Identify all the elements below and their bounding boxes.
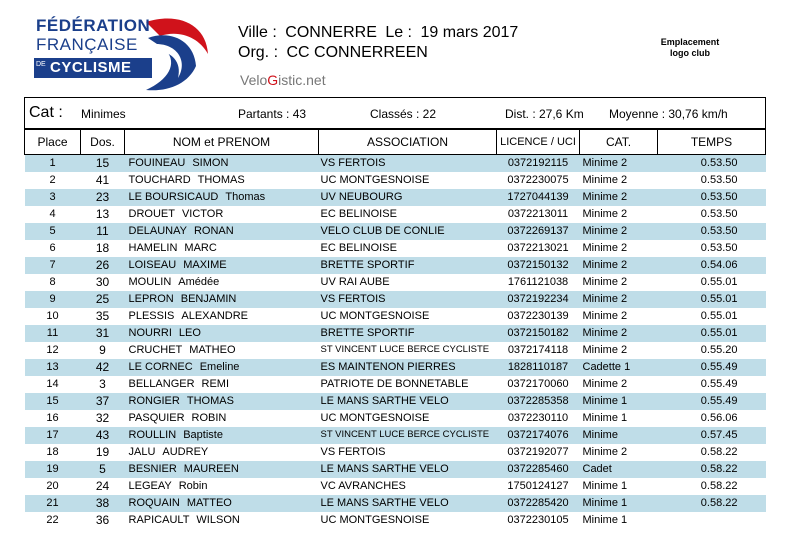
- logo-prefix: DE: [36, 61, 46, 68]
- col-dos: Dos.: [81, 130, 125, 155]
- cell-dos: 30: [95, 275, 110, 289]
- table-row: [25, 189, 766, 206]
- date-value: 19 mars 2017: [420, 24, 519, 41]
- cell-place: 17: [25, 427, 81, 444]
- cell-association: EC BELINOISE: [320, 208, 397, 220]
- cell-nom: LE CORNEC: [128, 361, 193, 373]
- cell-place: 16: [46, 412, 59, 424]
- cell-prenom: SIMON: [192, 157, 229, 170]
- cell-licence: 0372285420: [497, 495, 580, 512]
- cell-name: [125, 155, 319, 172]
- cell-association: ST VINCENT LUCE BERCE CYCLISTE: [319, 427, 497, 444]
- cell-cat: Minime 2: [582, 242, 628, 254]
- cell-licence: 0372174076: [497, 427, 580, 444]
- cell-name: [125, 427, 319, 444]
- cell-place: 20: [46, 480, 59, 492]
- cell-licence: 0372230110: [507, 412, 569, 424]
- cell-association: VELO CLUB DE CONLIE: [319, 223, 497, 240]
- cell-nom: RAPICAULT: [128, 514, 190, 526]
- cell-association: PATRIOTE DE BONNETABLE: [320, 378, 469, 390]
- table-row: [25, 444, 766, 461]
- table-row: [25, 223, 766, 240]
- cell-place: 10: [46, 310, 59, 322]
- cell-name: [125, 325, 319, 342]
- cell-nom: DELAUNAY: [128, 225, 187, 237]
- cell-cat: Minime 2: [580, 291, 658, 308]
- cell-place: 9: [25, 291, 81, 308]
- table-row: [25, 172, 766, 189]
- org-value: CC CONNERREEN: [286, 44, 428, 61]
- table-row: [25, 461, 766, 478]
- cell-dos: 37: [81, 393, 125, 410]
- date-label: Le :: [385, 24, 412, 41]
- table-row: [25, 308, 766, 325]
- cell-dos: 13: [95, 207, 110, 221]
- cell-nom: PLESSIS: [128, 310, 175, 322]
- cell-dos: 32: [95, 411, 110, 425]
- cell-place: 7: [25, 257, 81, 274]
- cell-temps: 0.55.49: [658, 359, 766, 376]
- distance: Dist. : 27,6 Km: [505, 107, 584, 121]
- cell-dos: 38: [81, 495, 125, 512]
- table-row: [25, 410, 766, 427]
- cell-prenom: THOMAS: [197, 174, 245, 186]
- cell-temps: 0.55.49: [700, 378, 738, 390]
- cell-name: [125, 444, 319, 461]
- cell-place: 14: [46, 378, 59, 390]
- cell-temps: 0.53.50: [700, 174, 738, 186]
- cell-name: [125, 206, 319, 223]
- cell-licence: 0372230075: [507, 174, 569, 186]
- cell-association: LE MANS SARTHE VELO: [319, 393, 497, 410]
- cell-dos: 42: [81, 359, 125, 376]
- cell-dos: 18: [95, 241, 110, 255]
- cell-name: [125, 410, 319, 427]
- cell-temps: 0.53.50: [658, 155, 766, 172]
- cell-prenom: Emeline: [199, 361, 240, 373]
- table-row: [25, 155, 766, 172]
- partants: Partants : 43: [238, 107, 307, 121]
- cell-place: 8: [49, 276, 56, 288]
- cell-licence: 0372269137: [497, 223, 580, 240]
- cell-cat: Minime 1: [580, 393, 658, 410]
- cell-prenom: MATTEO: [186, 497, 232, 509]
- cell-prenom: MAXIME: [183, 259, 227, 271]
- cell-licence: 0372192234: [497, 291, 580, 308]
- cell-nom: BESNIER: [128, 463, 177, 475]
- cell-dos: 3: [99, 377, 106, 391]
- cell-temps: 0.53.50: [700, 242, 738, 254]
- cell-dos: 31: [81, 325, 125, 342]
- cell-cat: Cadet: [580, 461, 658, 478]
- cell-association: UV NEUBOURG: [319, 189, 497, 206]
- cell-temps: 0.55.01: [700, 276, 738, 288]
- cell-temps: 0.53.50: [658, 189, 766, 206]
- cell-name: [125, 478, 319, 495]
- cell-name: [125, 461, 319, 478]
- cell-licence: 1727044139: [497, 189, 580, 206]
- cell-association: EC BELINOISE: [320, 242, 397, 254]
- col-place: Place: [25, 130, 81, 155]
- cell-nom: NOURRI: [128, 327, 172, 339]
- cell-nom: ROULLIN: [128, 429, 177, 441]
- col-name: NOM et PRENOM: [125, 130, 319, 155]
- cell-licence: 0372213011: [507, 208, 569, 220]
- cell-temps: [658, 512, 766, 529]
- cell-prenom: WILSON: [196, 514, 240, 526]
- cell-cat: Minime 2: [582, 446, 628, 458]
- logo-line1: FÉDÉRATION: [36, 16, 151, 35]
- cell-licence: 1750124127: [507, 480, 569, 492]
- table-row: [25, 240, 766, 257]
- cell-name: [125, 257, 319, 274]
- cell-temps: 0.55.20: [700, 344, 738, 356]
- table-row: [25, 274, 766, 291]
- logo-line2: FRANÇAISE: [36, 35, 138, 54]
- cell-prenom: REMI: [201, 378, 230, 390]
- header-ville-line: [238, 24, 522, 42]
- cell-place: 2: [49, 174, 56, 186]
- cell-cat: Minime 2: [580, 189, 658, 206]
- cell-temps: 0.57.45: [658, 427, 766, 444]
- cell-prenom: RONAN: [193, 225, 234, 237]
- cell-dos: 11: [81, 223, 125, 240]
- table-row: [25, 342, 766, 359]
- cell-licence: 0372192115: [497, 155, 580, 172]
- cell-prenom: AUDREY: [162, 446, 209, 458]
- cell-licence: 1761121038: [507, 276, 569, 288]
- cell-prenom: THOMAS: [186, 395, 234, 407]
- cell-prenom: MAUREEN: [183, 463, 239, 475]
- table-row: [25, 325, 766, 342]
- cell-nom: LEPRON: [128, 293, 174, 305]
- cell-licence: 0372192077: [507, 446, 569, 458]
- cell-temps: 0.58.22: [658, 495, 766, 512]
- cell-place: 21: [25, 495, 81, 512]
- cell-licence: 1828110187: [497, 359, 580, 376]
- cell-place: 5: [25, 223, 81, 240]
- classes: Classés : 22: [370, 107, 437, 121]
- table-row: [25, 495, 766, 512]
- ffc-logo: [28, 14, 213, 92]
- cell-cat: Minime 2: [582, 276, 628, 288]
- cell-dos: 9: [99, 343, 106, 357]
- cell-licence: 0372170060: [507, 378, 569, 390]
- cell-temps: 0.58.22: [700, 446, 738, 458]
- cell-dos: 36: [95, 513, 110, 527]
- col-licence: LICENCE / UCI: [497, 130, 580, 155]
- cell-name: [125, 291, 319, 308]
- cell-cat: Cadette 1: [580, 359, 658, 376]
- cell-cat: Minime 2: [582, 174, 628, 186]
- cell-nom: MOULIN: [128, 276, 172, 288]
- cell-prenom: LEO: [178, 327, 201, 339]
- cell-dos: 15: [81, 155, 125, 172]
- cell-cat: Minime 1: [580, 495, 658, 512]
- cell-place: 15: [25, 393, 81, 410]
- cell-association: VC AVRANCHES: [320, 480, 406, 492]
- cell-place: 4: [49, 208, 56, 220]
- cell-temps: 0.55.01: [700, 310, 738, 322]
- logo-band: [34, 58, 152, 78]
- cell-dos: 19: [95, 445, 110, 459]
- cell-licence: 0372230105: [507, 514, 569, 526]
- cell-cat: Minime 1: [582, 514, 628, 526]
- cat-label: Cat :: [29, 104, 63, 121]
- cell-nom: HAMELIN: [128, 242, 178, 254]
- cell-name: [125, 240, 319, 257]
- cell-licence: 0372213021: [507, 242, 569, 254]
- cell-dos: 41: [95, 173, 110, 187]
- org-label: Org. :: [238, 44, 279, 61]
- ville-value: CONNERRE: [285, 24, 377, 41]
- cell-cat: Minime 2: [582, 208, 628, 220]
- results-table: [24, 129, 766, 529]
- cell-cat: Minime 2: [582, 378, 628, 390]
- cell-name: [125, 393, 319, 410]
- club-logo-placeholder: Emplacement logo club: [660, 37, 720, 58]
- cell-prenom: BENJAMIN: [180, 293, 237, 305]
- cell-prenom: MARC: [184, 242, 217, 254]
- cell-association: VS FERTOIS: [319, 291, 497, 308]
- cell-place: 12: [46, 344, 59, 356]
- cell-prenom: Robin: [178, 480, 208, 492]
- cell-name: [125, 223, 319, 240]
- cell-prenom: Amédée: [178, 276, 220, 288]
- velogistic-brand: VeloGistic.net: [240, 72, 326, 88]
- cell-dos: 25: [81, 291, 125, 308]
- table-row: [25, 359, 766, 376]
- col-cat: CAT.: [580, 130, 658, 155]
- cell-name: [125, 376, 319, 393]
- cell-temps: 0.55.49: [658, 393, 766, 410]
- cell-temps: 0.53.50: [700, 208, 738, 220]
- cell-name: [125, 359, 319, 376]
- cell-association: LE MANS SARTHE VELO: [319, 495, 497, 512]
- cell-prenom: ALEXANDRE: [181, 310, 248, 322]
- cell-nom: RONGIER: [128, 395, 180, 407]
- cell-nom: ROQUAIN: [128, 497, 180, 509]
- table-row: [25, 427, 766, 444]
- cell-association: VS FERTOIS: [320, 446, 386, 458]
- cell-name: [125, 274, 319, 291]
- cell-cat: Minime 2: [582, 310, 628, 322]
- cell-licence: 0372285358: [497, 393, 580, 410]
- cell-association: UC MONTGESNOISE: [320, 514, 430, 526]
- cell-cat: Minime 2: [580, 257, 658, 274]
- cell-prenom: Baptiste: [183, 429, 223, 441]
- cell-licence: 0372150132: [497, 257, 580, 274]
- table-row: [25, 478, 766, 495]
- cell-temps: 0.58.22: [700, 480, 738, 492]
- cell-association: UC MONTGESNOISE: [320, 174, 430, 186]
- cell-nom: LOISEAU: [128, 259, 177, 271]
- table-header-row: [25, 130, 766, 155]
- cell-cat: Minime 2: [580, 223, 658, 240]
- cell-nom: JALU: [128, 446, 156, 458]
- cell-name: [125, 512, 319, 529]
- cell-nom: PASQUIER: [128, 412, 185, 424]
- cell-prenom: ROBIN: [191, 412, 227, 424]
- cell-place: 1: [25, 155, 81, 172]
- cell-name: [125, 308, 319, 325]
- cell-cat: Minime 1: [582, 412, 628, 424]
- cell-cat: Minime 2: [580, 325, 658, 342]
- cell-association: ST VINCENT LUCE BERCE CYCLISTE: [320, 344, 490, 355]
- cell-name: [125, 172, 319, 189]
- cell-licence: 0372150182: [497, 325, 580, 342]
- table-row: [25, 291, 766, 308]
- cell-association: UC MONTGESNOISE: [320, 412, 430, 424]
- cell-nom: LEGEAY: [128, 480, 172, 492]
- cell-dos: 26: [81, 257, 125, 274]
- cell-name: [125, 495, 319, 512]
- cell-prenom: VICTOR: [181, 208, 224, 220]
- cell-place: 13: [25, 359, 81, 376]
- cell-nom: DROUET: [128, 208, 175, 220]
- cell-dos: 24: [95, 479, 110, 493]
- cell-nom: LE BOURSICAUD: [128, 191, 219, 203]
- cell-place: 22: [46, 514, 59, 526]
- cell-place: 18: [46, 446, 59, 458]
- cell-cat: Minime: [580, 427, 658, 444]
- cell-association: LE MANS SARTHE VELO: [319, 461, 497, 478]
- cell-association: UC MONTGESNOISE: [320, 310, 430, 322]
- col-temps: TEMPS: [658, 130, 766, 155]
- cell-temps: 0.55.01: [658, 291, 766, 308]
- cell-cat: Minime 2: [580, 155, 658, 172]
- table-row: [25, 257, 766, 274]
- race-info-bar: [24, 97, 766, 129]
- cell-nom: CRUCHET: [128, 344, 183, 356]
- cell-name: [125, 189, 319, 206]
- cat-value: Minimes: [81, 107, 126, 121]
- cell-place: 11: [25, 325, 81, 342]
- logo-line3: CYCLISME: [50, 59, 132, 76]
- cell-association: VS FERTOIS: [319, 155, 497, 172]
- ville-label: Ville :: [238, 24, 277, 41]
- col-association: ASSOCIATION: [319, 130, 497, 155]
- cell-cat: Minime 2: [582, 344, 628, 356]
- cell-temps: 0.55.01: [658, 325, 766, 342]
- cell-nom: TOUCHARD: [128, 174, 191, 186]
- cell-prenom: Thomas: [225, 191, 266, 203]
- cell-licence: 0372230139: [507, 310, 569, 322]
- cell-association: BRETTE SPORTIF: [319, 325, 497, 342]
- table-row: [25, 376, 766, 393]
- cell-association: ES MAINTENON PIERRES: [319, 359, 497, 376]
- cell-place: 3: [25, 189, 81, 206]
- cell-association: UV RAI AUBE: [320, 276, 390, 288]
- cell-dos: 23: [81, 189, 125, 206]
- header-org-line: [238, 44, 432, 62]
- cell-temps: 0.53.50: [658, 223, 766, 240]
- cell-place: 19: [25, 461, 81, 478]
- cell-temps: 0.56.06: [700, 412, 738, 424]
- table-row: [25, 393, 766, 410]
- cell-place: 6: [49, 242, 56, 254]
- cell-licence: 0372285460: [497, 461, 580, 478]
- cell-cat: Minime 1: [582, 480, 628, 492]
- cell-prenom: MATHEO: [189, 344, 236, 356]
- table-row: [25, 206, 766, 223]
- cell-nom: FOUINEAU: [128, 157, 186, 170]
- cell-dos: 43: [81, 427, 125, 444]
- cell-dos: 35: [95, 309, 110, 323]
- cell-temps: 0.58.22: [658, 461, 766, 478]
- cell-association: BRETTE SPORTIF: [319, 257, 497, 274]
- moyenne: Moyenne : 30,76 km/h: [609, 107, 728, 121]
- cell-name: [125, 342, 319, 359]
- cell-dos: 5: [81, 461, 125, 478]
- table-row: [25, 512, 766, 529]
- cell-temps: 0.54.06: [658, 257, 766, 274]
- cell-nom: BELLANGER: [128, 378, 195, 390]
- cell-licence: 0372174118: [507, 344, 569, 356]
